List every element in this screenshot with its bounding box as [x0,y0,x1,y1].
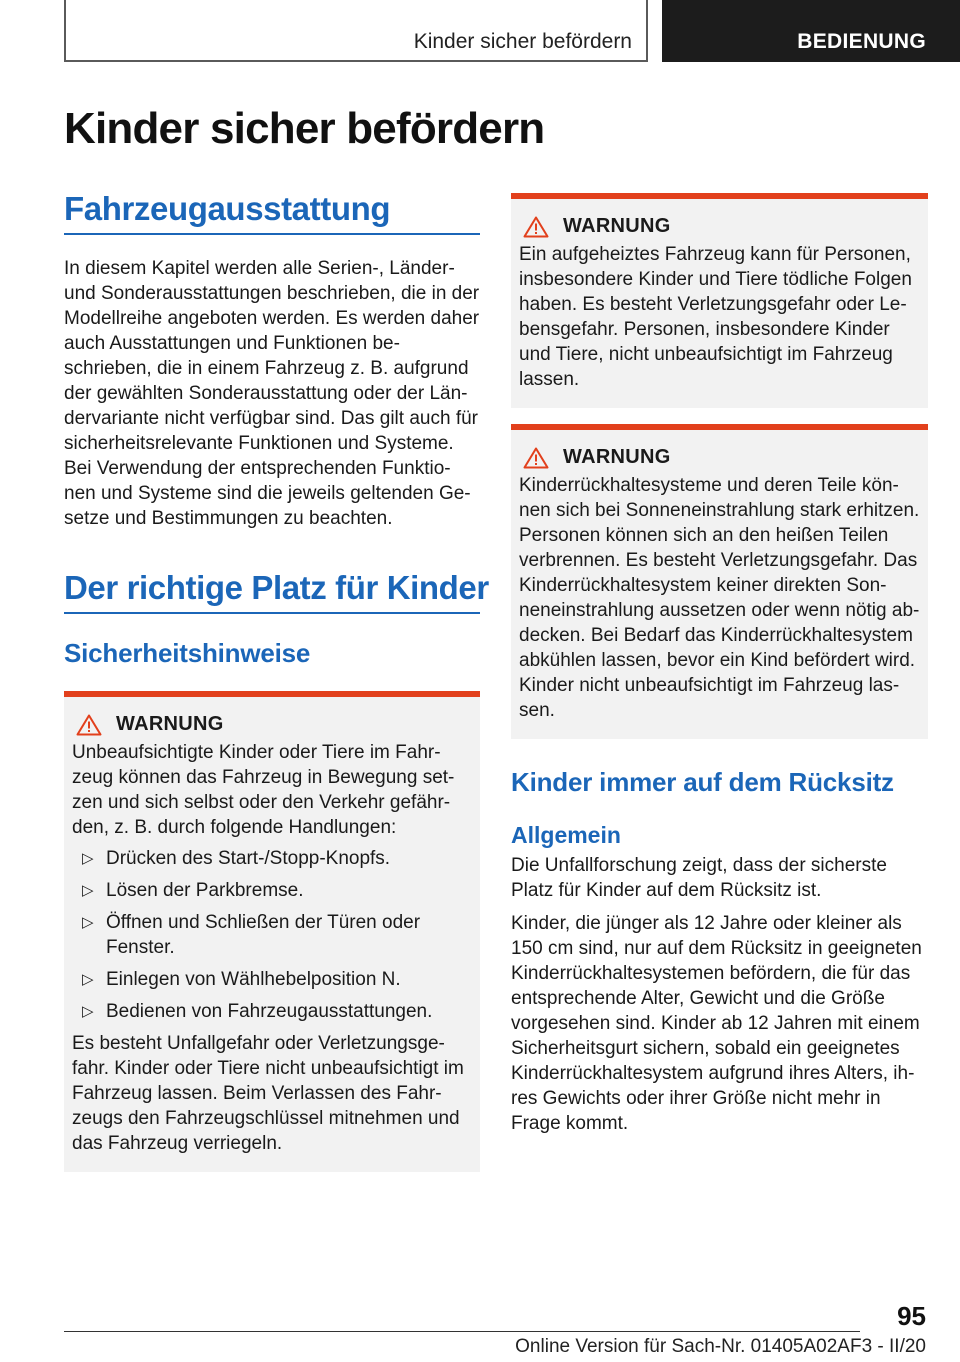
triangle-bullet-icon: ▷ [82,1003,94,1020]
warning-header [523,215,920,238]
triangle-bullet-icon: ▷ [82,971,94,988]
warning-box-heated-vehicle [511,193,928,408]
list-item: ▷ Lösen der Parkbremse. [82,880,304,901]
page-title: Kinder sicher befördern [64,104,545,153]
left-column [64,190,489,1172]
warning-text: Kinderrückhaltesysteme und deren Teile kön-nen sich bei Sonneneinstrahlung stark erhitzen. Personen können sich an den heißen Teilen verbrennen. Es besteht Verletzungsgefahr. Das Kinderrückhaltesystem keiner direkten Son-neneinstrahlung aussetzen oder wenn nötig ab-decken. Bei Bedarf das Kinderrückhaltesystem abkühlen lassen, bevor ein Kind befördert wird. Kinder nicht unbeaufsichtigt im Fahrzeug las-sen. [519,475,920,721]
triangle-bullet-icon: ▷ [82,850,94,867]
heading-safety-notes: Sicherheitshinweise [64,638,311,668]
footer-online-version: Online Version für Sach-Nr. 01405A02AF3 - II/20 [515,1336,926,1357]
heading-equipment: Fahrzeugausstattung [64,190,480,235]
header-section-title: Kinder sicher befördern [413,30,632,53]
header-chapter-tab [662,0,960,62]
page-number: 95 [897,1301,926,1331]
warning-box-hot-seat [511,424,928,739]
heading-rear-seat: Kinder immer auf dem Rücksitz [511,767,894,797]
warning-header [523,446,920,469]
warning-triangle-icon [523,447,549,469]
footer-divider [64,1331,860,1332]
equipment-paragraph: In diesem Kapitel werden alle Serien-, Länder- und Sonderausstattungen beschrieben, die in der Modellreihe angeboten werden. Es werden daher auch Ausstattungen und Funktionen be-schrieben, die in einem Fahrzeug z. B. aufgrund der gewählten Sonderausstattung oder der Län-dervariante nicht verfügbar sind. Das gilt auch für sicherheitsrelevante Funktionen und Systeme. Bei Verwendung der entsprechenden Funktio-nen und Systeme sind die jeweils geltenden Ge-setze und Bestimmungen zu beachten. [64,258,480,529]
warning-header [76,713,472,736]
list-item: ▷ Bedienen von Fahrzeugausstattungen. [82,1001,433,1022]
rear-seat-paragraph-1: Die Unfallforschung zeigt, dass der sicherste Platz für Kinder auf dem Rücksitz ist. [511,855,887,901]
warning-title: WARNUNG [563,215,671,237]
triangle-bullet-icon: ▷ [82,882,94,899]
heading-child-place: Der richtige Platz für Kinder [64,569,480,614]
warning-triangle-icon [523,216,549,238]
list-item: ▷ Öffnen und Schließen der Türen oder Fenster. [82,912,421,958]
warning-triangle-icon [76,714,102,736]
warning-text: Ein aufgeheiztes Fahrzeug kann für Personen, insbesondere Kinder und Tiere tödliche Folgen haben. Es besteht Verletzungsgefahr oder Le-bensgefahr. Personen, insbesondere Kinder und Tiere, nicht unbeaufsichtigt im Fahrzeug lassen. [519,244,912,390]
rear-seat-paragraph-2: Kinder, die jünger als 12 Jahre oder kleiner als 150 cm sind, nur auf dem Rücksitz in geeigneten Kinderrückhaltesystemen befördern, die für das entsprechende Alter, Gewicht und die Größe vorgesehen sind. Kinder ab 12 Jahren mit einem Sicherheitsgurt sichern, sobald ein geeignetes Kinderrückhaltesystem aufgrund ihres Alters, ih-res Gewichts oder ihrer Größe nicht mehr in Frage kommt. [511,913,922,1134]
list-item: ▷ Drücken des Start-/Stopp-Knopfs. [82,848,391,869]
warning-outro: Es besteht Unfallgefahr oder Verletzungsge-fahr. Kinder oder Tiere nicht unbeaufsichtigt im Fahrzeug lassen. Beim Verlassen des Fahr-zeugs den Fahrzeugschlüssel mitnehmen und das Fahrzeug verriegeln. [72,1033,464,1154]
warning-intro: Unbeaufsichtigte Kinder oder Tiere im Fahr-zeug können das Fahrzeug in Bewegung set-zen und sich selbst oder den Verkehr gefähr-den, z. B. durch folgende Handlungen: [72,742,455,838]
right-column [511,193,928,1136]
warning-title: WARNUNG [116,713,224,735]
header-chapter-label: BEDIENUNG [797,30,926,53]
heading-general: Allgemein [511,822,621,848]
warning-title: WARNUNG [563,446,671,468]
triangle-bullet-icon: ▷ [82,914,94,931]
warning-action-list [72,846,472,1024]
running-header [64,0,648,62]
list-item: ▷ Einlegen von Wählhebelposition N. [82,969,401,990]
warning-box-unattended [64,691,480,1172]
